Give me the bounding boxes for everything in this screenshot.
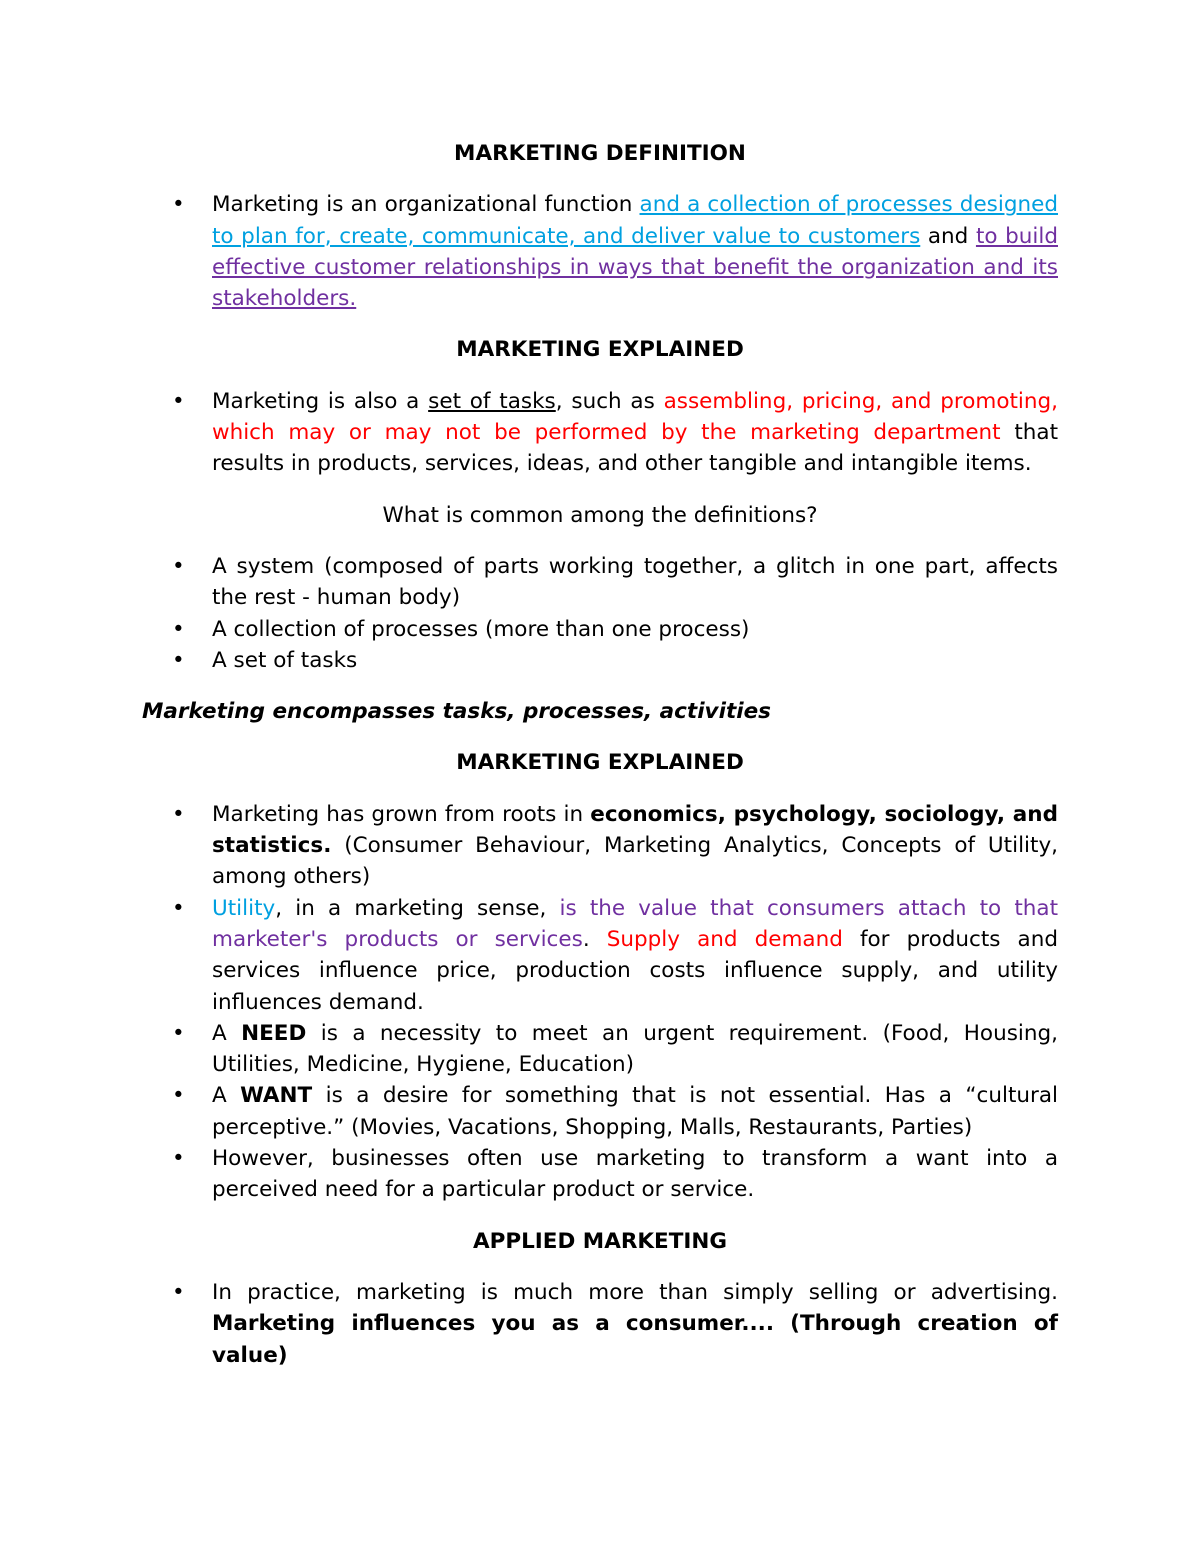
utility-text-d: . [582,926,607,952]
roots-text-c: (Consumer Behaviour, Marketing Analytics, Concepts of Utility, among others) [212,833,1058,890]
explained1-text-c: , such as [555,388,664,414]
list-item [142,645,1058,676]
bullet-icon: • [172,647,185,673]
need-term: NEED [241,1020,307,1046]
however-text: However, businesses often use marketing to transform a want into a perceived need for a particular product or service. [212,1146,1058,1203]
utility-text-f: for products and services influence price, production costs influence supply, and utility influences demand. [212,926,1059,1015]
bullet-icon: • [172,388,185,414]
applied-list [142,1277,1058,1371]
explained2-list [142,799,1058,1206]
explained1-text-a: Marketing is also a [212,388,429,414]
explained1-tasks-red: assembling, pricing, and promoting, which may or may not be performed by the marketing department [212,388,1058,446]
heading-marketing-definition: MARKETING DEFINITION [454,141,746,166]
bullet-icon: • [172,1020,185,1046]
need-text-a: A [212,1020,242,1046]
list-item [142,1080,1058,1143]
definition-text-a: Marketing is an organizational function [212,192,640,218]
common-item-text: A system (composed of parts working together, a glitch in one part, affects the rest - human body) [212,553,1058,611]
list-item [142,189,1058,314]
bullet-icon: • [172,553,185,579]
want-term: WANT [240,1083,313,1109]
utility-term: Utility [212,895,276,921]
common-item-text: A collection of processes (more than one process) [212,616,750,642]
list-item [142,893,1058,1018]
utility-definition: is the value that consumers attach to that marketer's products or services [212,895,1058,952]
list-item [142,386,1058,480]
need-text-c: is a necessity to meet an urgent requirement. (Food, Housing, Utilities, Medicine, Hygiene, Education) [212,1020,1058,1078]
roots-text-a: Marketing has grown from roots in [212,801,591,827]
emphasis-line: Marketing encompasses tasks, processes, activities [142,699,771,725]
bullet-icon: • [172,1146,185,1172]
common-item-text: A set of tasks [212,647,358,673]
want-text-a: A [212,1083,241,1109]
roots-fields: economics, psychology, sociology, and statistics. [212,801,1058,859]
definition-list [142,189,1058,314]
bullet-icon: • [172,1279,185,1305]
heading-marketing-explained-2: MARKETING EXPLAINED [456,750,744,776]
common-question: What is common among the definitions? [382,502,818,528]
utility-text-b: , in a marketing sense, [275,895,560,921]
definition-text-c: and [920,223,976,249]
definition-link-processes[interactable]: and a collection of processes designed to plan for, create, communicate, and deliver value to customers [212,192,1058,249]
list-item [142,1143,1058,1206]
supply-demand-term: Supply and demand [606,926,843,952]
bullet-icon: • [172,895,185,921]
list-item [142,551,1058,614]
common-list [142,551,1058,676]
want-text-c: is a desire for something that is not essential. Has a “cultural perceptive.” (Movies, Vacations, Shopping, Malls, Restaurants, Parties) [212,1083,1058,1140]
heading-applied-marketing: APPLIED MARKETING [472,1228,728,1254]
bullet-icon: • [172,616,185,642]
list-item [142,614,1058,645]
heading-marketing-explained-1: MARKETING EXPLAINED [456,337,744,363]
applied-bold-statement: Marketing influences you as a consumer.... (Through creation of value) [212,1311,1058,1368]
list-item [142,1277,1058,1371]
bullet-icon: • [172,801,185,827]
definition-link-relationships[interactable]: to build effective customer relationships in ways that benefit the organization and its stakeholders. [212,223,1058,312]
applied-text-a: In practice, marketing is much more than simply selling or advertising. [212,1279,1058,1305]
explained1-text-e: that results in products, services, ideas, and other tangible and intangible items. [212,420,1058,477]
list-item [142,1018,1058,1081]
explained1-set-of-tasks: set of tasks [428,388,556,414]
bullet-icon: • [172,192,185,218]
bullet-icon: • [172,1083,185,1109]
list-item [142,799,1058,893]
explained1-list [142,386,1058,480]
